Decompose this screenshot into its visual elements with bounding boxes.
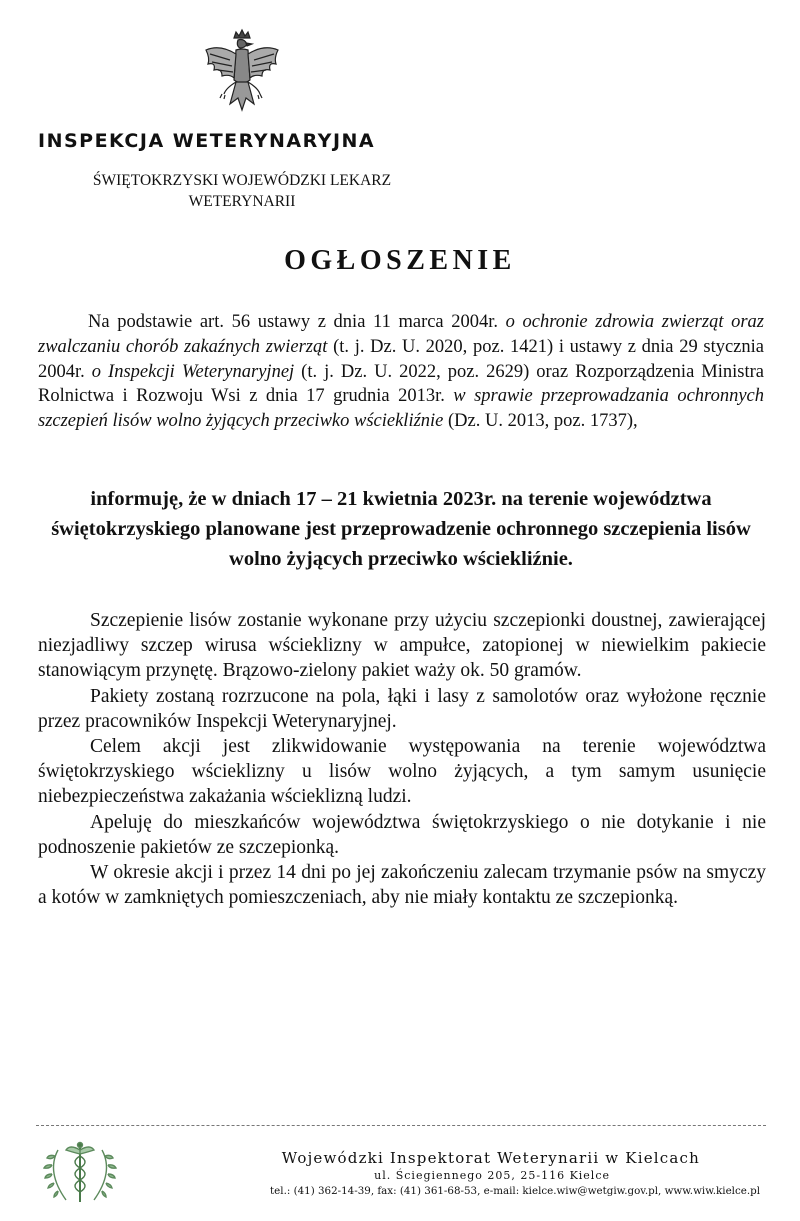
body-text — [38, 608, 766, 910]
page-title: OGŁOSZENIE — [284, 245, 516, 276]
body-paragraph: Celem akcji jest zlikwidowanie występowania na terenie województwa świętokrzyskiego wścieklizny u lisów wolno żyjących, a tym samym usunięcie niebezpieczeństwa zakażania wścieklizną ludzi. — [38, 736, 766, 808]
caduceus-laurel-logo-icon — [40, 1138, 120, 1210]
body-paragraph: W okresie akcji i przez 14 dni po jej zakończeniu zalecam trzymanie psów na smyczy a kotów w zamkniętych pomieszczeniach, aby nie miały kontaktu ze szczepionką. — [38, 862, 766, 909]
regulation-title-vaccination: w sprawie przeprowadzania ochronnych szczepień lisów wolno żyjących przeciwko wściekliźnie — [38, 386, 764, 432]
legal-text-4: (Dz. U. 2013, poz. 1737), — [443, 411, 638, 432]
legal-text-1: Na podstawie art. 56 ustawy z dnia 11 marca 2004r. — [88, 312, 506, 332]
subtitle-line-1: ŚWIĘTOKRZYSKI WOJEWÓDZKI LEKARZ — [92, 172, 392, 189]
footer-divider — [36, 1125, 766, 1126]
white-eagle-emblem-icon — [200, 28, 284, 124]
subtitle-line-2: WETERYNARII — [188, 193, 296, 210]
act-title-animal-health: o ochronie zdrowia zwierząt oraz zwalczaniu chorób zakaźnych zwierząt — [38, 312, 764, 357]
act-title-veterinary-inspection: o Inspekcji Weterynaryjnej — [91, 361, 295, 382]
body-paragraph: Pakiety zostaną rozrzucone na pola, łąki i lasy z samolotów oraz wyłożone ręcznie przez pracowników Inspekcji Weterynaryjnej. — [38, 685, 766, 732]
legal-basis-paragraph — [38, 310, 764, 434]
footer-contact-line: tel.: (41) 362-14-39, fax: (41) 361-68-53, e-mail: kielce.wiw@wetgiw.gov.pl, www.wiw.kielce.pl — [270, 1185, 760, 1197]
footer-contact-block — [150, 1148, 760, 1199]
institution-name: INSPEKCJA WETERYNARYJNA — [38, 130, 376, 152]
body-paragraph: Szczepienie lisów zostanie wykonane przy użyciu szczepionki doustnej, zawierającej niezjadliwy szczep wirusa wścieklizny w ampułce, zatopionej w niewielkim pakiecie stanowiącym przynętę. Brązowo-zielony pakiet waży ok. 50 gramów. — [38, 610, 766, 682]
body-paragraph: Apeluję do mieszkańców województwa świętokrzyskiego o nie dotykanie i nie podnoszenie pakietów ze szczepionką. — [38, 811, 766, 858]
institution-subtitle — [40, 170, 444, 212]
footer-institution-name: Wojewódzki Inspektorat Weterynarii w Kielcach — [281, 1149, 700, 1167]
legal-text-2: (t. j. Dz. U. 2020, poz. 1421) i ustawy z dnia 29 stycznia 2004r. — [38, 336, 764, 382]
footer-address: ul. Ściegiennego 205, 25-116 Kielce — [374, 1169, 610, 1182]
announcement-statement: informuję, że w dniach 17 – 21 kwietnia 2023r. na terenie województwa świętokrzyskiego planowane jest przeprowadzenie ochronnego szczepienia lisów wolno żyjących przeciwko wściekliźnie. — [51, 488, 751, 570]
legal-text-3: (t. j. Dz. U. 2022, poz. 2629) oraz Rozporządzenia Ministra Rolnictwa i Rozwoju Wsi z dnia 17 grudnia 2013r. — [38, 361, 764, 407]
